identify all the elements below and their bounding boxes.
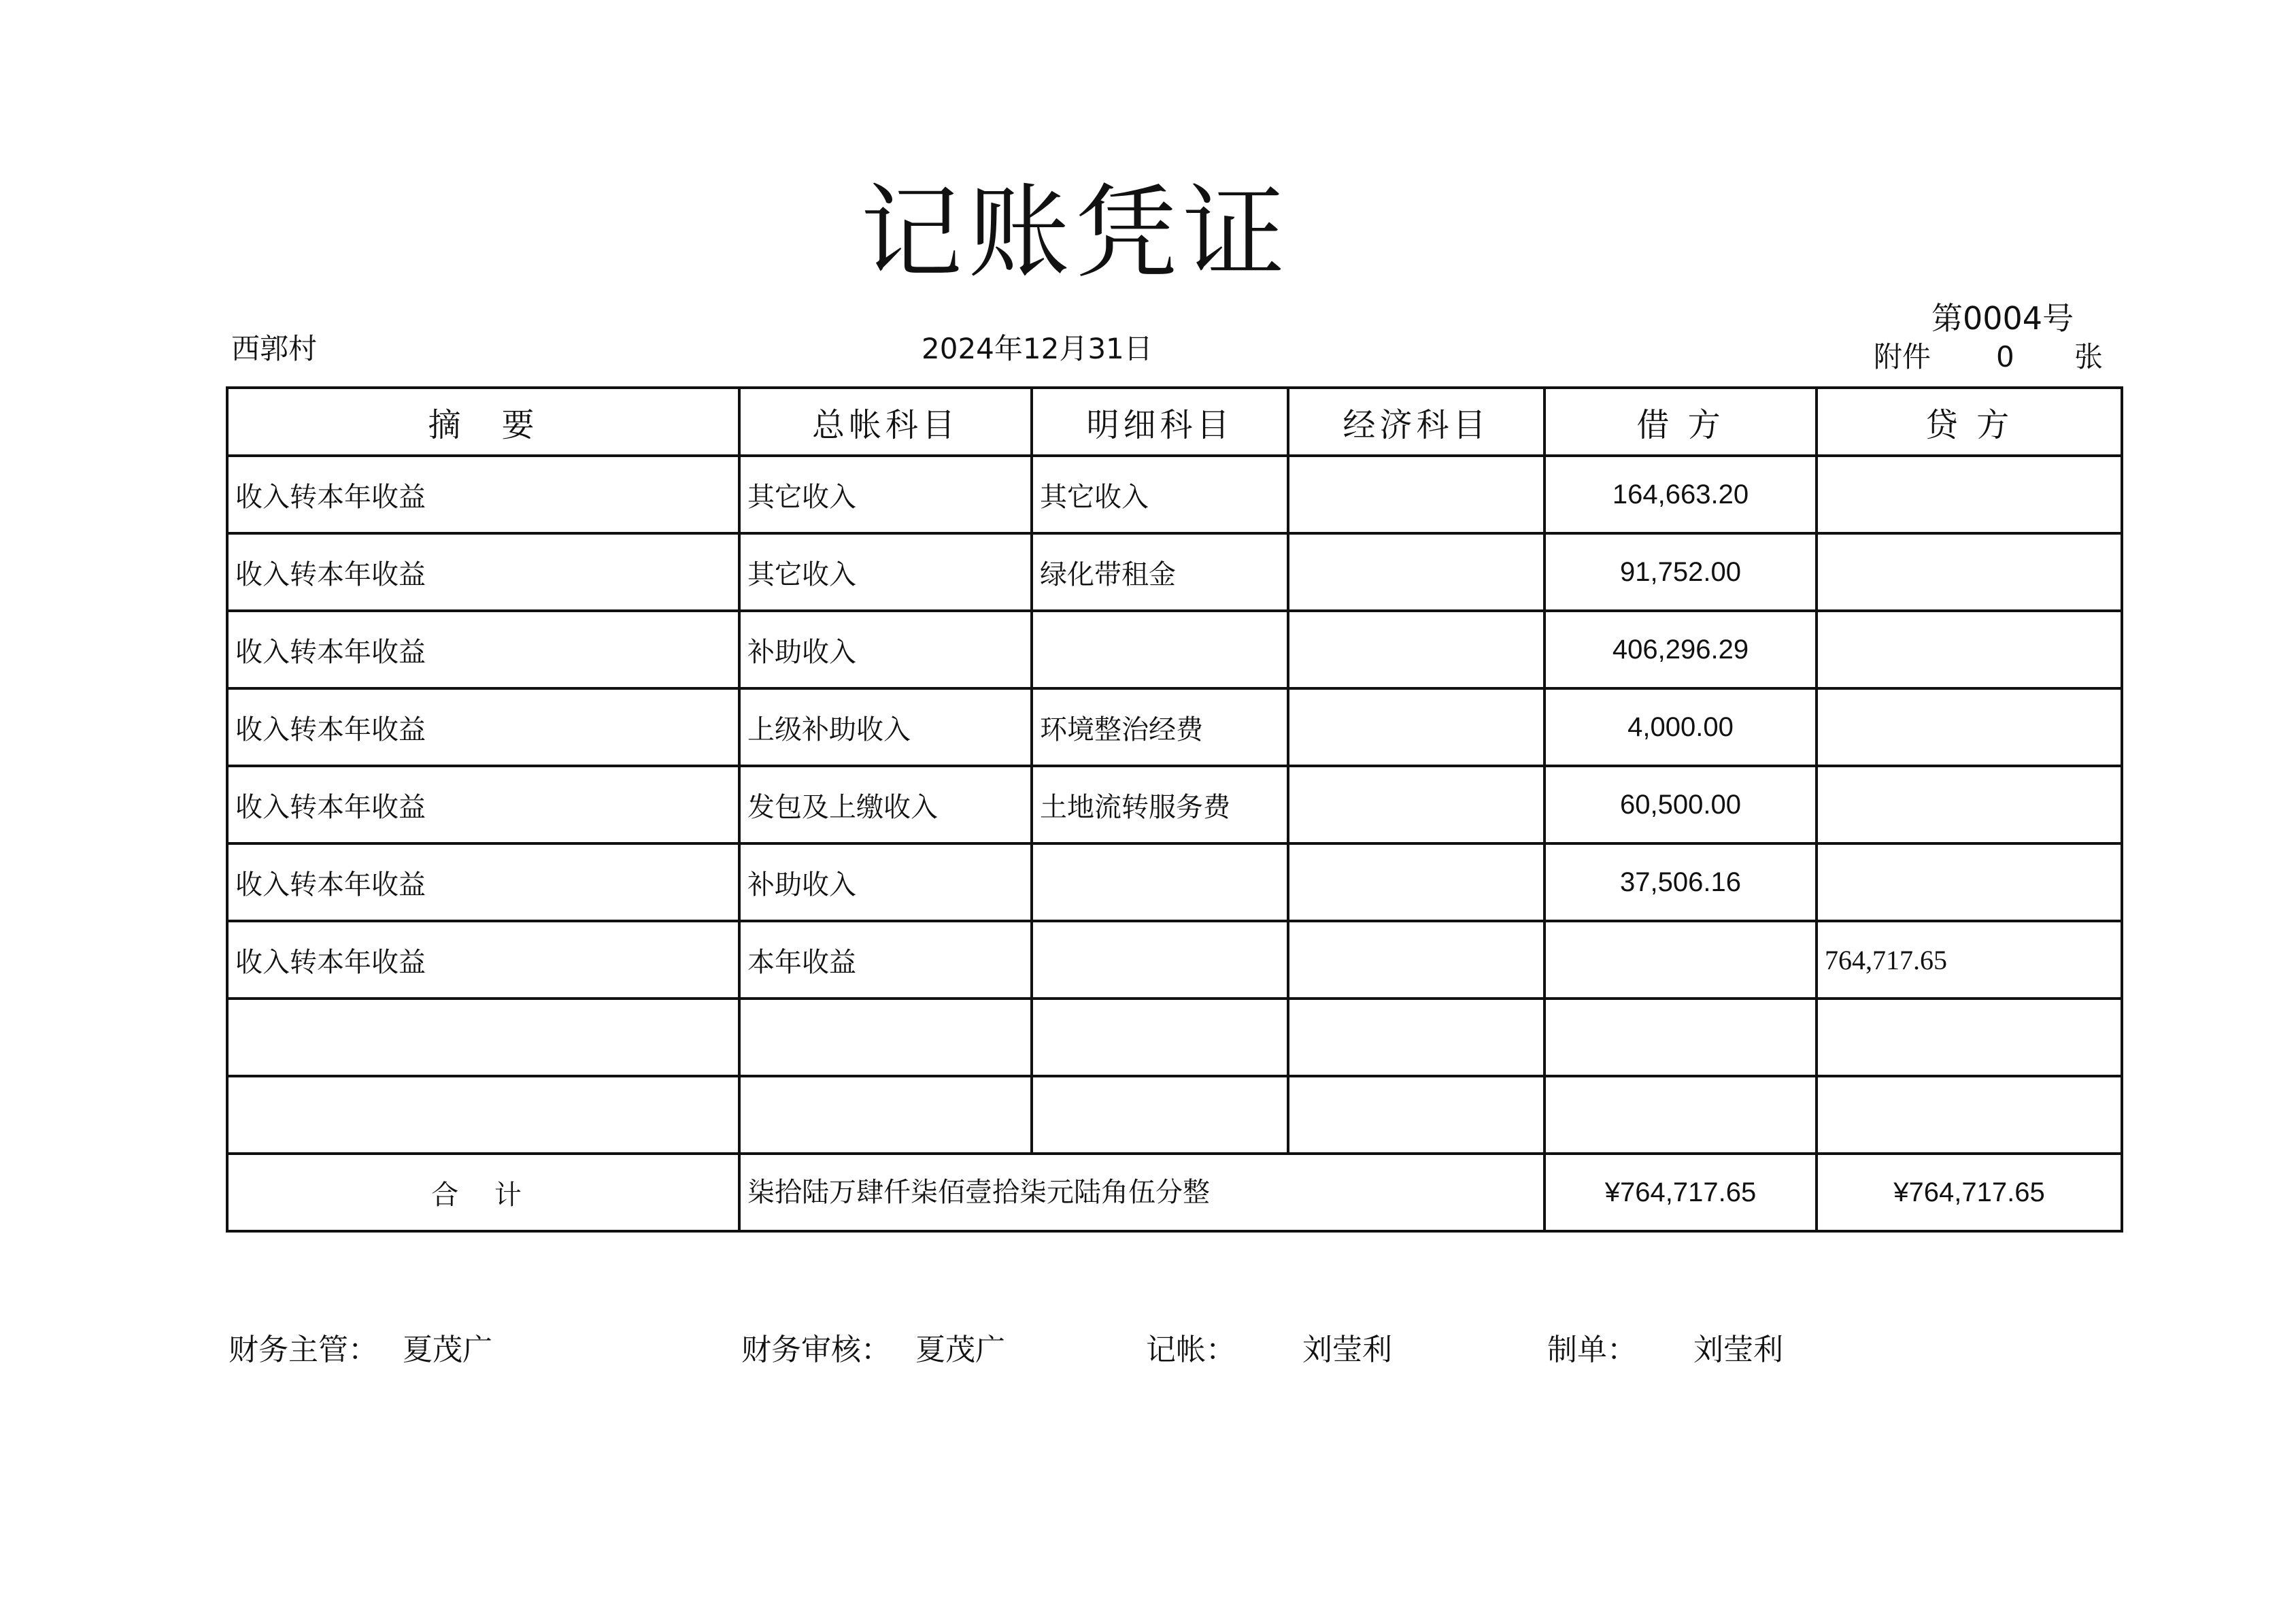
cell-credit <box>1817 456 2122 533</box>
cell-credit <box>1817 999 2122 1076</box>
table-row <box>227 456 2122 533</box>
cell-detail-account <box>1032 999 1288 1076</box>
cell-debit: 91,752.00 <box>1544 533 1817 611</box>
cell-summary <box>227 1076 739 1154</box>
cell-economic-account <box>1288 766 1544 843</box>
cell-debit <box>1544 1076 1817 1154</box>
cell-summary: 收入转本年收益 <box>227 611 739 688</box>
cell-summary <box>227 999 739 1076</box>
cell-detail-account <box>1032 611 1288 688</box>
cell-economic-account <box>1288 1076 1544 1154</box>
cell-debit: 60,500.00 <box>1544 766 1817 843</box>
total-debit: ¥764,717.65 <box>1544 1154 1817 1231</box>
col-header-economic-account: 经济科目 <box>1288 388 1544 456</box>
supervisor-label: 财务主管： <box>229 1333 378 1367</box>
cell-detail-account: 环境整治经费 <box>1032 688 1288 766</box>
cell-detail-account: 绿化带租金 <box>1032 533 1288 611</box>
cell-summary: 收入转本年收益 <box>227 533 739 611</box>
cell-general-account: 补助收入 <box>739 611 1032 688</box>
cell-general-account <box>739 1076 1032 1154</box>
table-row <box>227 533 2122 611</box>
cell-debit: 164,663.20 <box>1544 456 1817 533</box>
cell-general-account: 发包及上缴收入 <box>739 766 1032 843</box>
cell-general-account: 本年收益 <box>739 921 1032 999</box>
cell-general-account: 上级补助收入 <box>739 688 1032 766</box>
header-row <box>227 388 2122 456</box>
total-label: 合 计 <box>227 1154 739 1231</box>
cell-summary: 收入转本年收益 <box>227 456 739 533</box>
cell-summary: 收入转本年收益 <box>227 688 739 766</box>
cell-economic-account <box>1288 921 1544 999</box>
cell-detail-account <box>1032 1076 1288 1154</box>
voucher-date: 2024年12月31日 <box>922 332 1153 365</box>
col-header-summary: 摘 要 <box>227 388 739 456</box>
cell-summary: 收入转本年收益 <box>227 766 739 843</box>
cell-economic-account <box>1288 533 1544 611</box>
bookkeeper-name: 刘莹利 <box>1302 1333 1392 1367</box>
preparer-label: 制单： <box>1547 1333 1637 1367</box>
col-header-general-account: 总帐科目 <box>739 388 1032 456</box>
cell-credit <box>1817 688 2122 766</box>
cell-summary: 收入转本年收益 <box>227 921 739 999</box>
total-amount-in-words: 柒拾陆万肆仟柒佰壹拾柒元陆角伍分整 <box>739 1154 1544 1231</box>
cell-credit: 764,717.65 <box>1817 921 2122 999</box>
table-row <box>227 843 2122 921</box>
table-row <box>227 921 2122 999</box>
cell-general-account: 其它收入 <box>739 456 1032 533</box>
attachments-label: 附件 <box>1874 340 1931 373</box>
cell-debit <box>1544 921 1817 999</box>
cell-detail-account: 土地流转服务费 <box>1032 766 1288 843</box>
total-row <box>227 1154 2122 1231</box>
cell-credit <box>1817 1076 2122 1154</box>
bookkeeper-label: 记帐： <box>1146 1333 1236 1367</box>
table-row <box>227 611 2122 688</box>
auditor-label: 财务审核： <box>741 1333 891 1367</box>
cell-detail-account <box>1032 921 1288 999</box>
attachments-count: 0 <box>1996 340 2014 373</box>
organization-name: 西郭村 <box>231 332 318 365</box>
cell-debit: 4,000.00 <box>1544 688 1817 766</box>
voucher-table <box>226 386 2123 1233</box>
cell-debit <box>1544 999 1817 1076</box>
cell-detail-account <box>1032 843 1288 921</box>
cell-detail-account: 其它收入 <box>1032 456 1288 533</box>
table-row <box>227 1076 2122 1154</box>
table-row <box>227 766 2122 843</box>
supervisor-name: 夏茂广 <box>403 1333 492 1367</box>
cell-credit <box>1817 533 2122 611</box>
cell-economic-account <box>1288 611 1544 688</box>
cell-credit <box>1817 611 2122 688</box>
cell-credit <box>1817 766 2122 843</box>
attachments-unit: 张 <box>2074 340 2104 373</box>
col-header-debit: 借 方 <box>1544 388 1817 456</box>
cell-credit <box>1817 843 2122 921</box>
total-credit: ¥764,717.65 <box>1817 1154 2122 1231</box>
table-row <box>227 999 2122 1076</box>
preparer-name: 刘莹利 <box>1693 1333 1783 1367</box>
col-header-detail-account: 明细科目 <box>1032 388 1288 456</box>
auditor-name: 夏茂广 <box>915 1333 1005 1367</box>
cell-summary: 收入转本年收益 <box>227 843 739 921</box>
table-row <box>227 688 2122 766</box>
voucher-number: 第0004号 <box>1931 300 2074 337</box>
cell-general-account: 其它收入 <box>739 533 1032 611</box>
cell-general-account <box>739 999 1032 1076</box>
col-header-credit: 贷 方 <box>1817 388 2122 456</box>
cell-economic-account <box>1288 843 1544 921</box>
voucher-title: 记账凭证 <box>860 174 1291 292</box>
cell-general-account: 补助收入 <box>739 843 1032 921</box>
cell-economic-account <box>1288 999 1544 1076</box>
cell-economic-account <box>1288 688 1544 766</box>
cell-economic-account <box>1288 456 1544 533</box>
cell-debit: 406,296.29 <box>1544 611 1817 688</box>
cell-debit: 37,506.16 <box>1544 843 1817 921</box>
